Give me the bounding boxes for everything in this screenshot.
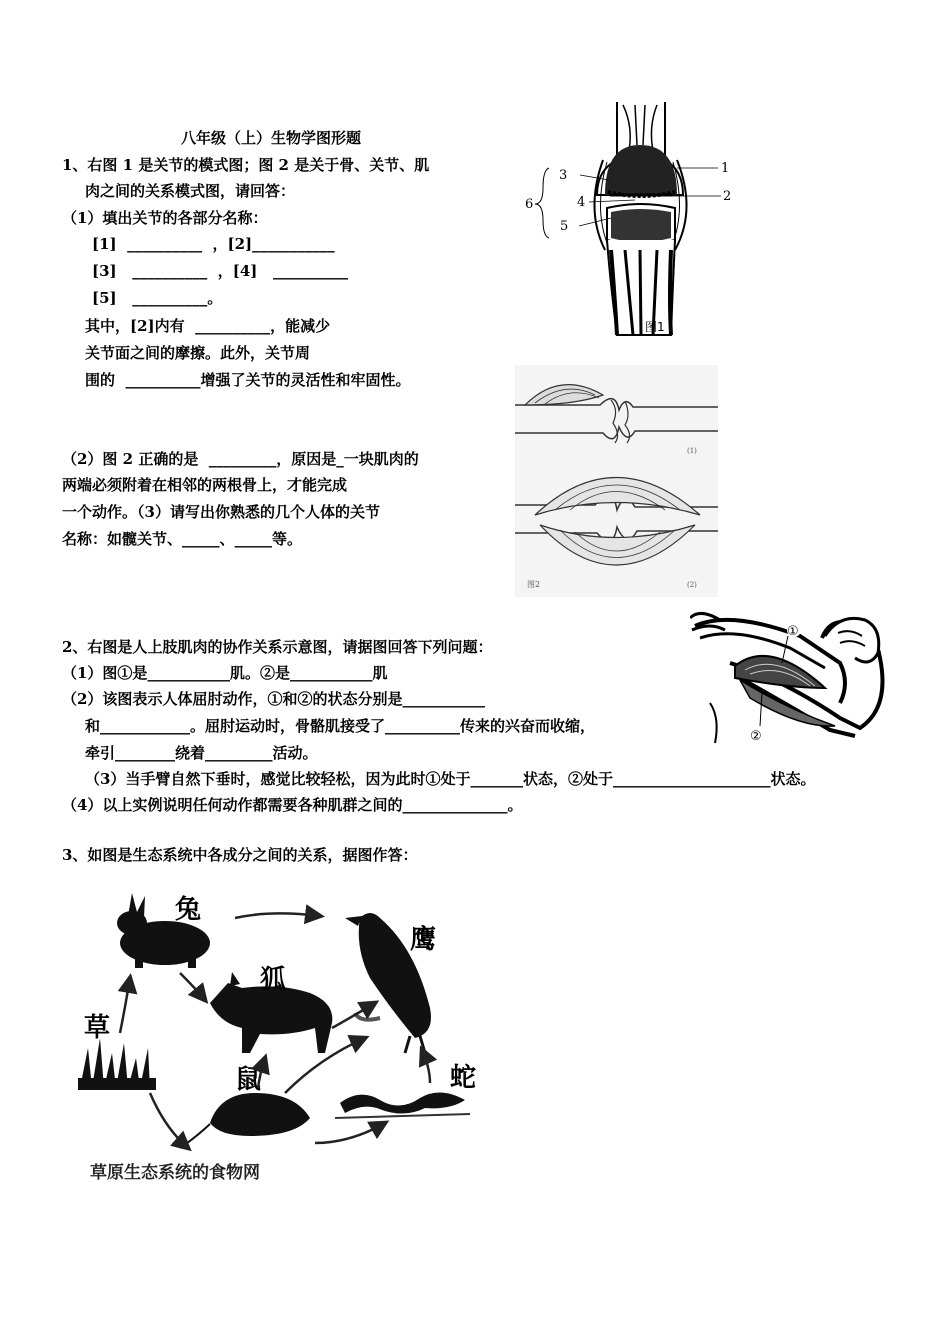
arrow-mouse-snake [315,1123,385,1143]
q2-intro: 2、右图是人上肢肌肉的协作关系示意图，请据图回答下列问题： [62,638,493,656]
label-snake: 蛇 [450,1063,477,1093]
q1-part2-b: 两端必须附着在相邻的两根骨上，才能完成 [62,476,348,494]
snake-icon [335,1092,470,1118]
q1-intro-line1: 1、右图 1 是关节的模式图；图 2 是关于骨、关节、肌 [62,156,430,174]
q1-intro-line2: 肉之间的关系模式图，请回答： [85,182,296,200]
arrow-rabbit-eagle [235,913,320,918]
q1-blank-1-2: [1] __________ ，[2]___________ [92,235,335,253]
fig2-sub1: (1) [687,447,697,455]
label-fox: 狐 [260,965,287,995]
page-title: 八年级（上）生物学图形题 [181,129,362,147]
arm-muscle-diagram [690,608,890,748]
q1-part2-c: 一个动作。（3）请写出你熟悉的几个人体的关节 [62,503,380,521]
joint-label-4: 4 [577,195,586,210]
q1-line-a: 其中，[2]内有 __________，能减少 [85,317,331,335]
q1-line-c: 围的 __________增强了关节的灵活性和牢固性。 [85,371,411,389]
label-rabbit: 兔 [175,895,202,925]
arm-label-2: ② [750,729,762,744]
q3-intro: 3、如图是生态系统中各成分之间的关系，据图作答： [62,846,418,864]
joint-label-5: 5 [560,219,569,234]
joint-diagram [525,100,750,340]
label-eagle: 鹰 [410,925,437,955]
grass-icon [78,1038,156,1090]
arm-label-1: ① [787,624,799,639]
q2-part2-a: （2）该图表示人体屈肘动作，①和②的状态分别是___________ [62,690,485,708]
fig2-caption: 图2 [527,580,541,589]
q2-part2-c: 牵引________绕着_________活动。 [85,744,318,762]
joint-label-6: 6 [525,197,534,212]
mouse-icon [180,1093,310,1148]
arrow-grass-rabbit [120,978,130,1033]
label-grass: 草 [84,1013,111,1043]
q2-part4: （4）以上实例说明任何动作都需要各种肌群之间的______________。 [62,796,523,814]
arrow-fox-eagle [332,1003,375,1028]
q2-part2-b: 和____________。屈肘运动时，骨骼肌接受了__________传来的兴奋而收缩， [85,717,596,735]
q1-part2-d: 名称：如髋关节、_____、_____等。 [62,530,303,548]
q1-part2-a: （2）图 2 正确的是 _________，原因是_一块肌肉的 [62,450,419,468]
q2-part3: （3）当手臂自然下垂时，感觉比较轻松，因为此时①处于_______状态，②处于_____________________状态。 [85,770,816,788]
arrow-grass-mouse [150,1093,188,1148]
bone-muscle-diagram [515,365,718,597]
fig1-caption: 图1 [645,320,665,334]
label-mouse: 鼠 [235,1065,262,1095]
arrow-rabbit-fox [180,973,205,1000]
fig2-sub2: (2) [687,581,697,589]
q1-blank-5: [5] __________。 [92,289,223,307]
q2-part1: （1）图①是___________肌。②是___________肌 [62,664,388,682]
arrow-snake-eagle [422,1050,430,1083]
q1-line-b: 关节面之间的摩擦。此外，关节周 [85,344,311,362]
q1-blank-3-4: [3] __________ ，[4] __________ [92,262,349,280]
foodweb-caption: 草原生态系统的食物网 [90,1163,260,1183]
q1-part1: （1）填出关节的各部分名称： [62,209,268,227]
joint-label-3: 3 [559,168,568,183]
joint-label-1: 1 [721,161,730,176]
food-web-diagram [70,888,490,1188]
joint-label-2: 2 [723,189,732,204]
